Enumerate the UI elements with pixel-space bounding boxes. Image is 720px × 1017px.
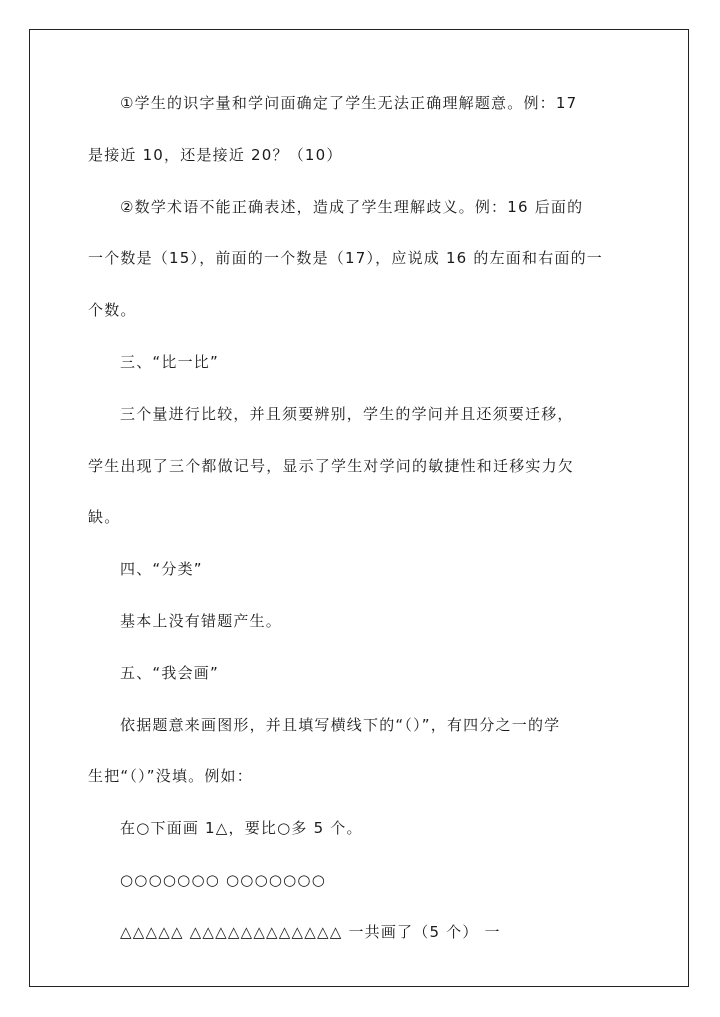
text-line: 学生出现了三个都做记号，显示了学生对学问的敏捷性和迁移实力欠 (88, 456, 575, 475)
text-line: 三个量进行比较，并且须要辨别，学生的学问并且还须要迁移， (120, 404, 574, 423)
text-line: 缺。 (88, 508, 121, 527)
text-line: 一个数是（15），前面的一个数是（17），应说成 16 的左面和右面的一 (88, 249, 603, 268)
text-line: 个数。 (88, 301, 137, 320)
text-line: 基本上没有错题产生。 (120, 611, 283, 630)
section-heading: 三、“比一比” (120, 352, 219, 371)
text-line: 生把“（）”没填。例如： (88, 767, 253, 786)
section-heading: 五、“我会画” (120, 663, 219, 682)
text-line: ①学生的识字量和学问面确定了学生无法正确理解题意。例：17 (120, 94, 578, 112)
triangle-row: △△△△△ △△△△△△△△△△△△ 一共画了（5 个） 一 (120, 922, 501, 941)
text-line: 在○下面画 1△，要比○多 5 个。 (120, 819, 363, 838)
section-heading: 四、“分类” (120, 560, 203, 579)
text-line: ②数学术语不能正确表述，造成了学生理解歧义。例：16 后面的 (120, 197, 584, 216)
document-body (88, 93, 633, 974)
text-line: 是接近 10，还是接近 20？（10） (88, 145, 343, 164)
circle-row: ○○○○○○○ ○○○○○○○ (120, 870, 327, 889)
text-line: 依据题意来画图形，并且填写横线下的“（）”，有四分之一的学 (120, 715, 561, 734)
